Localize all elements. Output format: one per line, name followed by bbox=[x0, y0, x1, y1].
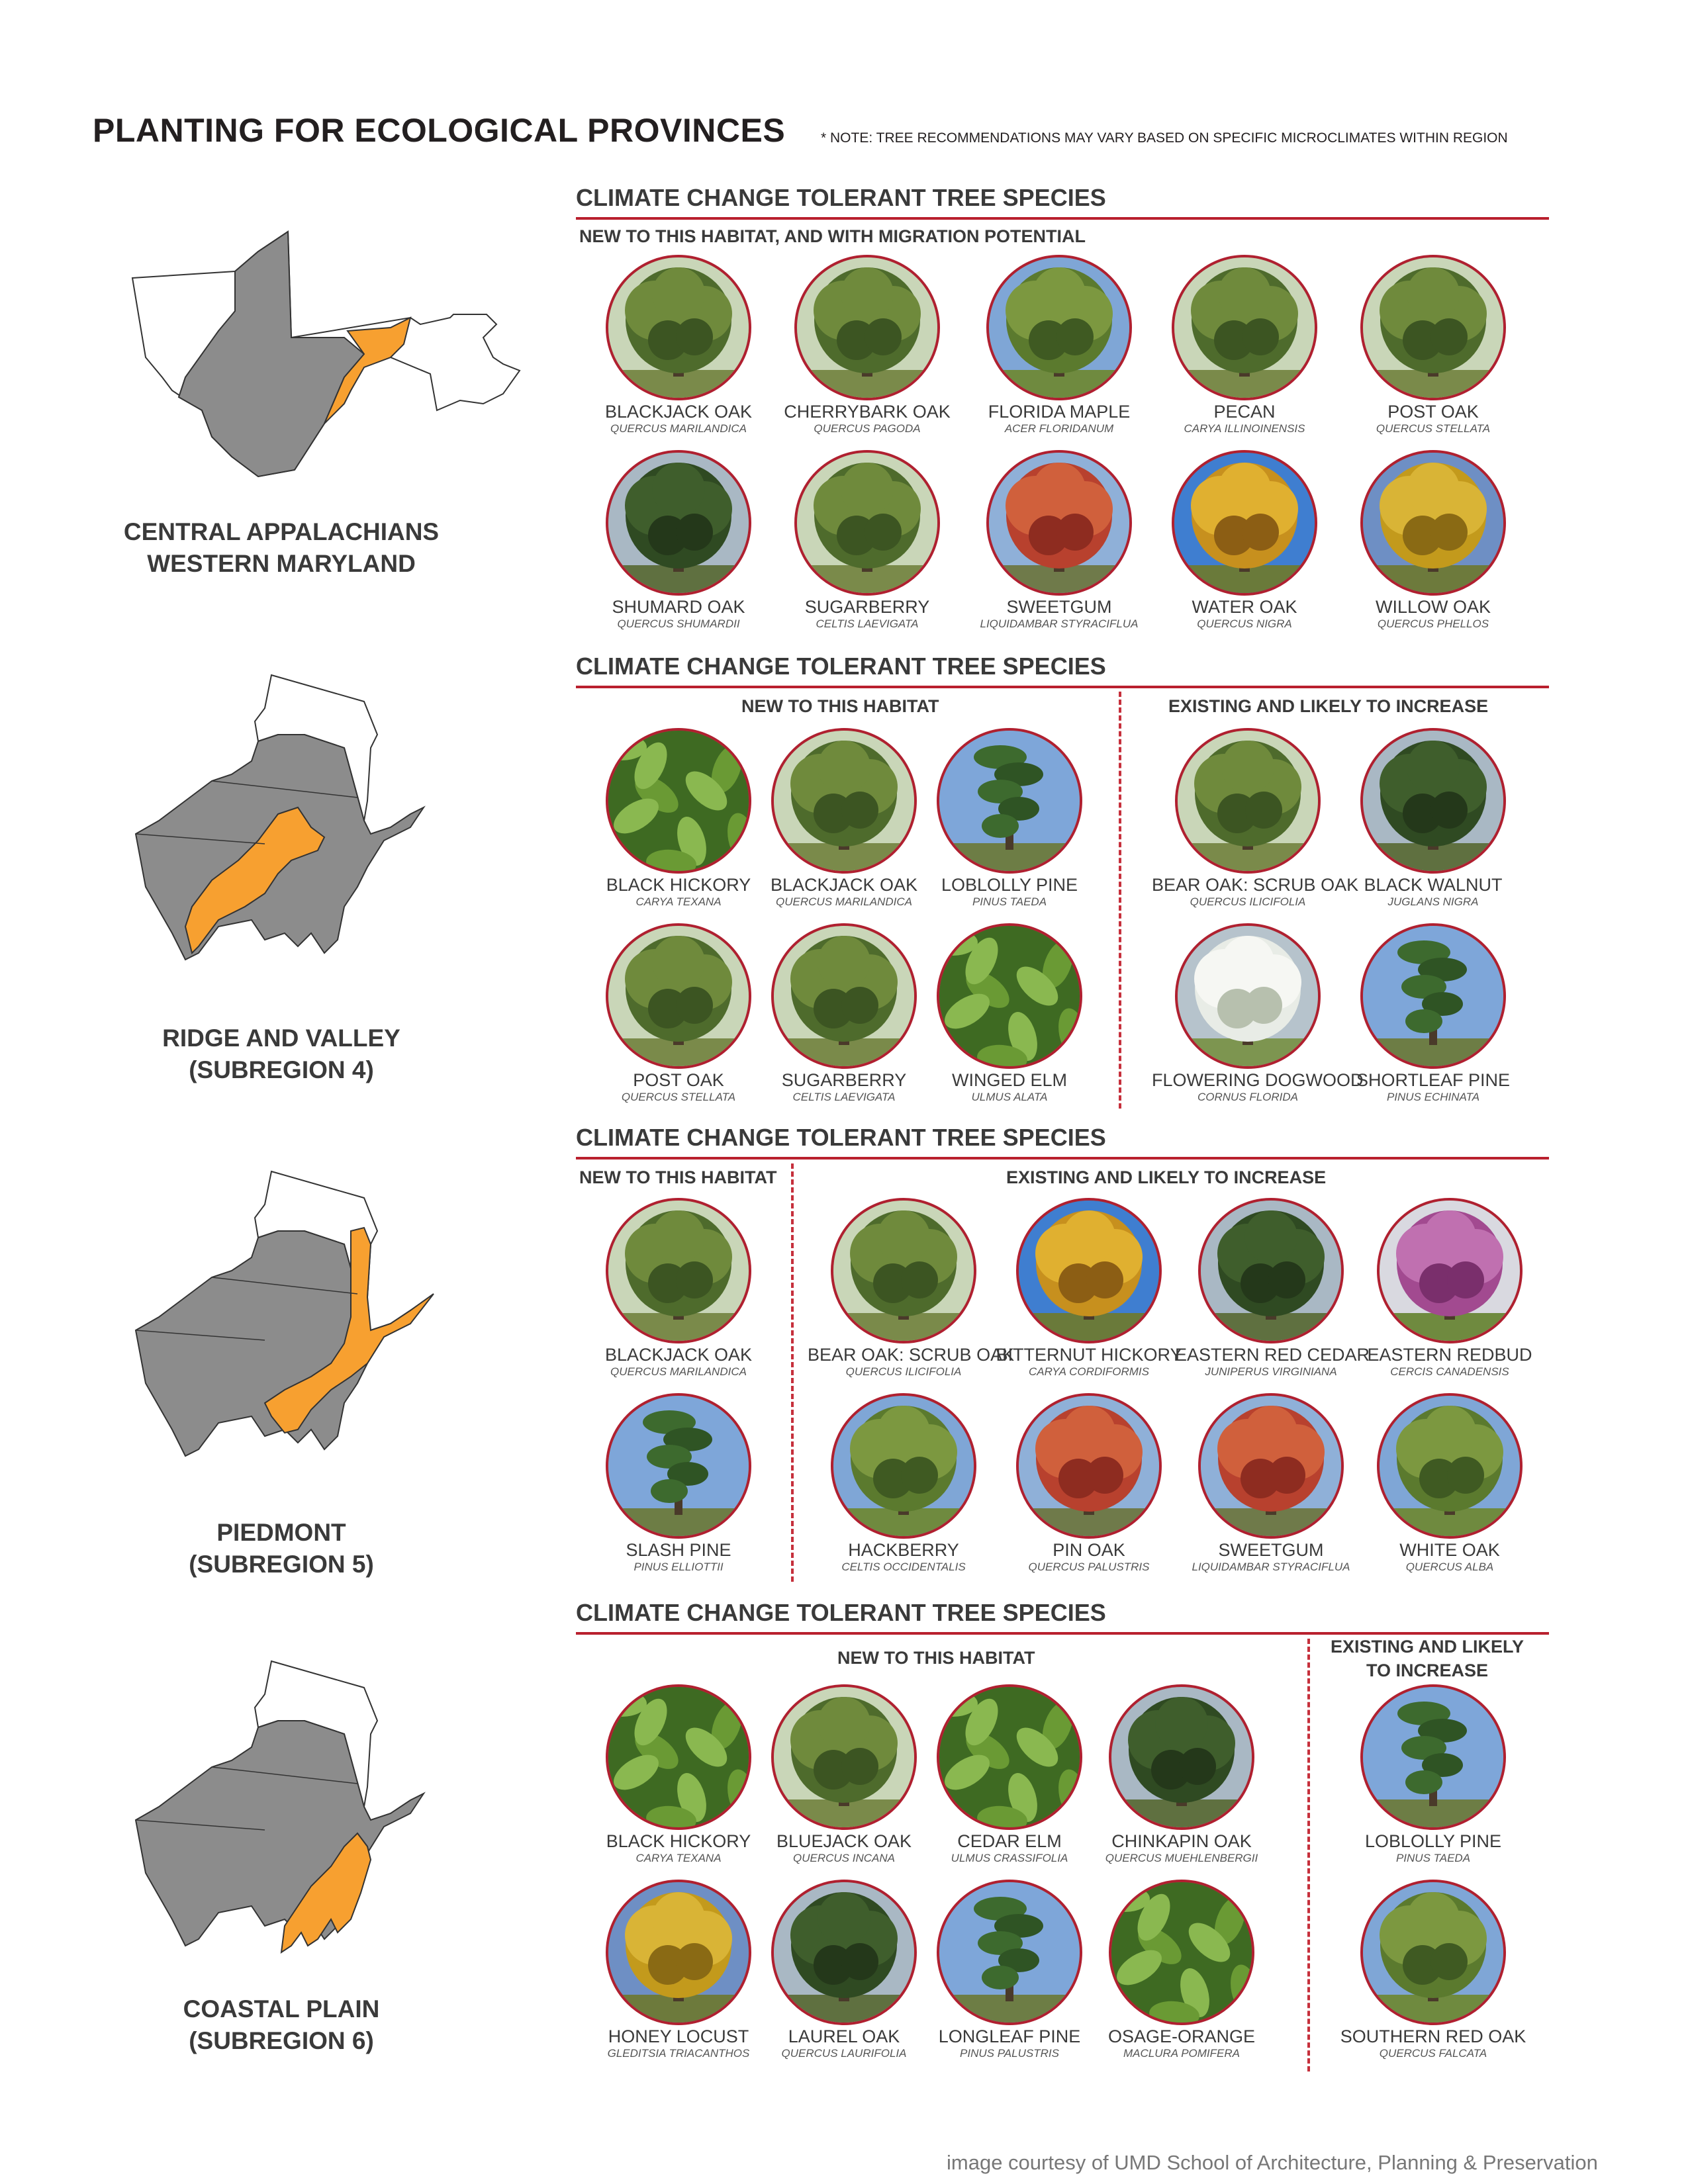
tree-latin-name: QUERCUS ILICIFOLIA bbox=[1190, 895, 1306, 908]
tree-photo bbox=[937, 1880, 1082, 2025]
tree-photo bbox=[1360, 255, 1506, 400]
tree-latin-name: JUNIPERUS VIRGINIANA bbox=[1205, 1365, 1337, 1378]
tree-illustration bbox=[608, 1396, 749, 1536]
tree-card bbox=[748, 1880, 940, 2058]
tree-common-name: SOUTHERN RED OAK bbox=[1340, 2026, 1526, 2046]
tree-card bbox=[583, 1393, 774, 1572]
tree-latin-name: QUERCUS MARILANDICA bbox=[776, 895, 912, 908]
tree-card bbox=[583, 450, 774, 629]
tree-illustration bbox=[1201, 1201, 1341, 1341]
tree-common-name: SWEETGUM bbox=[1006, 597, 1112, 617]
tree-photo bbox=[1377, 1198, 1523, 1343]
tree-latin-name: ACER FLORIDANUM bbox=[1004, 422, 1114, 435]
region-map-central-appalachians bbox=[126, 225, 530, 483]
tree-latin-name: QUERCUS STELLATA bbox=[1376, 422, 1491, 435]
tree-common-name: FLOWERING DOGWOOD bbox=[1152, 1070, 1364, 1090]
tree-card bbox=[583, 923, 774, 1102]
tree-card bbox=[1337, 728, 1529, 907]
tree-latin-name: PINUS PALUSTRIS bbox=[960, 2047, 1059, 2060]
tree-illustration bbox=[1174, 453, 1315, 593]
tree-latin-name: CARYA CORDIFORMIS bbox=[1029, 1365, 1149, 1378]
region-label-line: RIDGE AND VALLEY bbox=[162, 1024, 400, 1052]
tree-photo bbox=[1016, 1198, 1162, 1343]
tree-card bbox=[1337, 923, 1529, 1102]
tree-illustration bbox=[833, 1396, 974, 1536]
tree-common-name: POST OAK bbox=[633, 1070, 724, 1090]
tree-photo bbox=[606, 728, 751, 874]
tree-photo bbox=[937, 923, 1082, 1069]
tree-card bbox=[914, 1880, 1105, 2058]
tree-photo bbox=[1377, 1393, 1523, 1539]
tree-card bbox=[583, 1684, 774, 1863]
tree-photo bbox=[1360, 728, 1506, 874]
tree-card bbox=[808, 1393, 1000, 1572]
tree-photo bbox=[771, 1684, 917, 1830]
tree-card bbox=[1152, 728, 1359, 908]
tree-latin-name: ULMUS CRASSIFOLIA bbox=[951, 1852, 1068, 1864]
tree-illustration bbox=[989, 257, 1129, 398]
tree-photo bbox=[1016, 1393, 1162, 1539]
tree-card bbox=[1354, 1393, 1546, 1572]
group-heading: NEW TO THIS HABITAT bbox=[837, 1648, 1035, 1668]
tree-photo bbox=[1172, 450, 1317, 596]
tree-latin-name: QUERCUS MARILANDICA bbox=[610, 1365, 747, 1378]
tree-illustration bbox=[774, 731, 914, 871]
tree-latin-name: CELTIS LAEVIGATA bbox=[792, 1091, 896, 1103]
tree-latin-name: QUERCUS FALCATA bbox=[1379, 2047, 1487, 2060]
tree-photo bbox=[794, 255, 940, 400]
tree-photo bbox=[606, 255, 751, 400]
tree-common-name: BITTERNUT HICKORY bbox=[996, 1345, 1182, 1365]
tree-latin-name: CERCIS CANADENSIS bbox=[1390, 1365, 1509, 1378]
region-label bbox=[109, 1517, 453, 1580]
tree-latin-name: QUERCUS SHUMARDII bbox=[617, 617, 740, 630]
tree-latin-name: QUERCUS MARILANDICA bbox=[610, 422, 747, 435]
tree-illustration bbox=[608, 257, 749, 398]
tree-photo bbox=[606, 1393, 751, 1539]
region-map-ridge-and-valley bbox=[132, 668, 437, 979]
tree-photo bbox=[831, 1198, 976, 1343]
tree-common-name: HACKBERRY bbox=[848, 1540, 959, 1560]
tree-illustration bbox=[1019, 1396, 1159, 1536]
group-heading: NEW TO THIS HABITAT bbox=[579, 1167, 777, 1187]
group-divider bbox=[791, 1163, 794, 1582]
tree-photo bbox=[771, 728, 917, 874]
tree-latin-name: CARYA ILLINOINENSIS bbox=[1184, 422, 1305, 435]
tree-illustration bbox=[939, 1882, 1080, 2023]
tree-latin-name: PINUS TAEDA bbox=[972, 895, 1047, 908]
tree-card bbox=[748, 728, 940, 907]
tree-card bbox=[1175, 1198, 1370, 1378]
tree-common-name: BLACK HICKORY bbox=[606, 875, 751, 895]
tree-illustration bbox=[989, 453, 1129, 593]
tree-common-name: FLORIDA MAPLE bbox=[988, 402, 1131, 422]
region-label-line: COASTAL PLAIN bbox=[183, 1995, 380, 2023]
tree-illustration bbox=[1178, 926, 1318, 1066]
tree-card bbox=[963, 255, 1155, 433]
group-heading: EXISTING AND LIKELY TO INCREASE bbox=[1006, 1167, 1327, 1187]
tree-latin-name: GLEDITSIA TRIACANTHOS bbox=[607, 2047, 750, 2060]
tree-illustration bbox=[1111, 1882, 1252, 2023]
tree-latin-name: ULMUS ALATA bbox=[971, 1091, 1048, 1103]
region-label-line: (SUBREGION 5) bbox=[189, 1551, 374, 1578]
tree-illustration bbox=[774, 926, 914, 1066]
tree-common-name: BLUEJACK OAK bbox=[776, 1831, 912, 1851]
region-label-line: WESTERN MARYLAND bbox=[147, 550, 416, 577]
tree-photo bbox=[1109, 1684, 1254, 1830]
tree-common-name: SUGARBERRY bbox=[804, 597, 930, 617]
tree-common-name: EASTERN REDBUD bbox=[1367, 1345, 1532, 1365]
tree-common-name: SWEETGUM bbox=[1218, 1540, 1324, 1560]
tree-photo bbox=[937, 728, 1082, 874]
tree-common-name: SHORTLEAF PINE bbox=[1356, 1070, 1511, 1090]
tree-common-name: BLACK HICKORY bbox=[606, 1831, 751, 1851]
tree-card bbox=[1152, 923, 1364, 1103]
tree-illustration bbox=[608, 731, 749, 871]
group-heading-line: EXISTING AND LIKELY bbox=[1331, 1637, 1524, 1657]
tree-photo bbox=[1172, 255, 1317, 400]
tree-card bbox=[1337, 255, 1529, 433]
tree-common-name: POST OAK bbox=[1387, 402, 1479, 422]
tree-photo bbox=[794, 450, 940, 596]
tree-illustration bbox=[939, 926, 1080, 1066]
section-rule bbox=[576, 686, 1549, 688]
image-credit: image courtesy of UMD School of Architecture, Planning & Preservation bbox=[947, 2151, 1598, 2174]
tree-common-name: BLACKJACK OAK bbox=[604, 402, 753, 422]
tree-photo bbox=[1198, 1198, 1344, 1343]
tree-card bbox=[1086, 1880, 1278, 2058]
region-map-piedmont bbox=[132, 1165, 444, 1476]
tree-card bbox=[914, 1684, 1105, 1863]
tree-latin-name: LIQUIDAMBAR STYRACIFLUA bbox=[980, 617, 1139, 630]
tree-illustration bbox=[1380, 1396, 1520, 1536]
region-label bbox=[109, 516, 453, 580]
tree-card bbox=[583, 255, 774, 433]
tree-photo bbox=[1175, 728, 1321, 874]
section-title: CLIMATE CHANGE TOLERANT TREE SPECIES bbox=[576, 653, 1106, 680]
tree-latin-name: QUERCUS PALUSTRIS bbox=[1028, 1561, 1150, 1573]
tree-illustration bbox=[608, 1687, 749, 1827]
tree-illustration bbox=[797, 453, 937, 593]
tree-photo bbox=[606, 1198, 751, 1343]
tree-common-name: PIN OAK bbox=[1053, 1540, 1125, 1560]
tree-latin-name: CARYA TEXANA bbox=[635, 1852, 722, 1864]
tree-card bbox=[1337, 1684, 1529, 1863]
tree-card bbox=[748, 1684, 940, 1863]
tree-illustration bbox=[1111, 1687, 1252, 1827]
tree-photo bbox=[1360, 923, 1506, 1069]
tree-illustration bbox=[1201, 1396, 1341, 1536]
page-note: * NOTE: TREE RECOMMENDATIONS MAY VARY BASED ON SPECIFIC MICROCLIMATES WITHIN REGION bbox=[821, 130, 1508, 146]
tree-card bbox=[993, 1393, 1185, 1572]
tree-common-name: LONGLEAF PINE bbox=[938, 2026, 1081, 2046]
tree-card bbox=[583, 728, 774, 907]
tree-common-name: LOBLOLLY PINE bbox=[1364, 1831, 1502, 1851]
tree-common-name: WHITE OAK bbox=[1399, 1540, 1500, 1560]
tree-common-name: BLACK WALNUT bbox=[1364, 875, 1503, 895]
tree-card bbox=[914, 923, 1105, 1102]
tree-latin-name: QUERCUS ILICIFOLIA bbox=[845, 1365, 962, 1378]
tree-common-name: BLACKJACK OAK bbox=[770, 875, 918, 895]
tree-common-name: CHERRYBARK OAK bbox=[784, 402, 951, 422]
tree-latin-name: PINUS TAEDA bbox=[1395, 1852, 1471, 1864]
tree-card bbox=[914, 728, 1105, 907]
region-label-line: CENTRAL APPALACHIANS bbox=[123, 518, 440, 545]
section-title: CLIMATE CHANGE TOLERANT TREE SPECIES bbox=[576, 184, 1106, 211]
tree-card bbox=[1149, 255, 1340, 433]
tree-common-name: LAUREL OAK bbox=[788, 2026, 900, 2046]
region-label-line: (SUBREGION 4) bbox=[189, 1056, 374, 1083]
tree-latin-name: QUERCUS ALBA bbox=[1405, 1561, 1494, 1573]
tree-card bbox=[1337, 1880, 1529, 2058]
tree-illustration bbox=[1363, 731, 1503, 871]
tree-latin-name: LIQUIDAMBAR STYRACIFLUA bbox=[1192, 1561, 1350, 1573]
tree-card bbox=[808, 1198, 1015, 1378]
tree-illustration bbox=[1174, 257, 1315, 398]
tree-latin-name: PINUS ECHINATA bbox=[1386, 1091, 1480, 1103]
tree-photo bbox=[606, 1880, 751, 2025]
tree-illustration bbox=[608, 1882, 749, 2023]
tree-card bbox=[1337, 450, 1529, 629]
tree-latin-name: CELTIS OCCIDENTALIS bbox=[841, 1561, 966, 1573]
tree-illustration bbox=[797, 257, 937, 398]
tree-card bbox=[583, 1880, 774, 2058]
tree-card bbox=[963, 450, 1155, 629]
tree-latin-name: CARYA TEXANA bbox=[635, 895, 722, 908]
tree-common-name: EASTERN RED CEDAR bbox=[1175, 1345, 1370, 1365]
tree-card bbox=[771, 255, 963, 433]
tree-latin-name: CELTIS LAEVIGATA bbox=[816, 617, 919, 630]
section-rule bbox=[576, 1157, 1549, 1160]
tree-latin-name: QUERCUS MUEHLENBERGII bbox=[1105, 1852, 1258, 1864]
page-title: PLANTING FOR ECOLOGICAL PROVINCES bbox=[93, 112, 786, 149]
tree-illustration bbox=[1363, 1882, 1503, 2023]
tree-common-name: PECAN bbox=[1213, 402, 1276, 422]
region-label bbox=[109, 1993, 453, 2057]
tree-illustration bbox=[1019, 1201, 1159, 1341]
group-divider bbox=[1307, 1639, 1310, 2071]
tree-card bbox=[1149, 450, 1340, 629]
tree-common-name: WILLOW OAK bbox=[1375, 597, 1491, 617]
tree-photo bbox=[1175, 923, 1321, 1069]
group-heading bbox=[1331, 1635, 1524, 1682]
tree-photo bbox=[1109, 1880, 1254, 2025]
tree-card bbox=[1086, 1684, 1278, 1863]
tree-common-name: WATER OAK bbox=[1192, 597, 1297, 617]
tree-common-name: CEDAR ELM bbox=[957, 1831, 1062, 1851]
tree-card bbox=[1354, 1198, 1546, 1377]
tree-card bbox=[1175, 1393, 1367, 1572]
tree-photo bbox=[771, 923, 917, 1069]
tree-latin-name: PINUS ELLIOTTII bbox=[633, 1561, 724, 1573]
tree-illustration bbox=[833, 1201, 974, 1341]
tree-illustration bbox=[939, 731, 1080, 871]
group-divider bbox=[1119, 692, 1121, 1109]
tree-latin-name: QUERCUS NIGRA bbox=[1197, 617, 1292, 630]
tree-illustration bbox=[608, 1201, 749, 1341]
tree-latin-name: JUGLANS NIGRA bbox=[1387, 895, 1479, 908]
tree-illustration bbox=[608, 926, 749, 1066]
tree-latin-name: MACLURA POMIFERA bbox=[1123, 2047, 1240, 2060]
tree-card bbox=[993, 1198, 1185, 1377]
tree-photo bbox=[1198, 1393, 1344, 1539]
section-title: CLIMATE CHANGE TOLERANT TREE SPECIES bbox=[576, 1599, 1106, 1626]
tree-photo bbox=[1360, 450, 1506, 596]
section-rule bbox=[576, 217, 1549, 220]
tree-illustration bbox=[1178, 731, 1318, 871]
group-heading: NEW TO THIS HABITAT, AND WITH MIGRATION POTENTIAL bbox=[579, 226, 1086, 246]
tree-illustration bbox=[1363, 453, 1503, 593]
tree-latin-name: QUERCUS PAGODA bbox=[814, 422, 921, 435]
group-heading-line: TO INCREASE bbox=[1366, 1661, 1489, 1680]
tree-common-name: CHINKAPIN OAK bbox=[1111, 1831, 1252, 1851]
tree-card bbox=[771, 450, 963, 629]
tree-latin-name: CORNUS FLORIDA bbox=[1197, 1091, 1299, 1103]
group-heading: EXISTING AND LIKELY TO INCREASE bbox=[1168, 696, 1489, 716]
tree-card bbox=[748, 923, 940, 1102]
tree-card bbox=[583, 1198, 774, 1377]
tree-photo bbox=[606, 450, 751, 596]
tree-latin-name: QUERCUS PHELLOS bbox=[1377, 617, 1489, 630]
section-title: CLIMATE CHANGE TOLERANT TREE SPECIES bbox=[576, 1124, 1106, 1151]
tree-common-name: BEAR OAK: SCRUB OAK bbox=[808, 1345, 1015, 1365]
tree-photo bbox=[937, 1684, 1082, 1830]
tree-common-name: WINGED ELM bbox=[951, 1070, 1067, 1090]
tree-illustration bbox=[774, 1687, 914, 1827]
tree-photo bbox=[606, 923, 751, 1069]
tree-common-name: SUGARBERRY bbox=[781, 1070, 907, 1090]
tree-common-name: SHUMARD OAK bbox=[612, 597, 745, 617]
tree-common-name: BEAR OAK: SCRUB OAK bbox=[1152, 875, 1359, 895]
tree-illustration bbox=[939, 1687, 1080, 1827]
tree-latin-name: QUERCUS STELLATA bbox=[621, 1091, 736, 1103]
region-label-line: PIEDMONT bbox=[216, 1519, 346, 1546]
tree-common-name: BLACKJACK OAK bbox=[604, 1345, 753, 1365]
tree-latin-name: QUERCUS LAURIFOLIA bbox=[781, 2047, 907, 2060]
tree-illustration bbox=[774, 1882, 914, 2023]
tree-illustration bbox=[1363, 257, 1503, 398]
tree-photo bbox=[831, 1393, 976, 1539]
region-map-coastal-plain bbox=[132, 1655, 444, 1979]
tree-common-name: HONEY LOCUST bbox=[608, 2026, 749, 2046]
tree-photo bbox=[771, 1880, 917, 2025]
tree-common-name: SLASH PINE bbox=[626, 1540, 731, 1560]
tree-illustration bbox=[1363, 1687, 1503, 1827]
tree-photo bbox=[1360, 1684, 1506, 1830]
tree-photo bbox=[986, 255, 1132, 400]
tree-illustration bbox=[1363, 926, 1503, 1066]
region-label bbox=[109, 1023, 453, 1086]
tree-common-name: OSAGE-ORANGE bbox=[1107, 2026, 1256, 2046]
group-heading: NEW TO THIS HABITAT bbox=[741, 696, 939, 716]
tree-photo bbox=[606, 1684, 751, 1830]
tree-illustration bbox=[1380, 1201, 1520, 1341]
tree-common-name: LOBLOLLY PINE bbox=[941, 875, 1078, 895]
tree-photo bbox=[986, 450, 1132, 596]
region-label-line: (SUBREGION 6) bbox=[189, 2027, 374, 2054]
tree-illustration bbox=[608, 453, 749, 593]
tree-latin-name: QUERCUS INCANA bbox=[793, 1852, 895, 1864]
tree-photo bbox=[1360, 1880, 1506, 2025]
